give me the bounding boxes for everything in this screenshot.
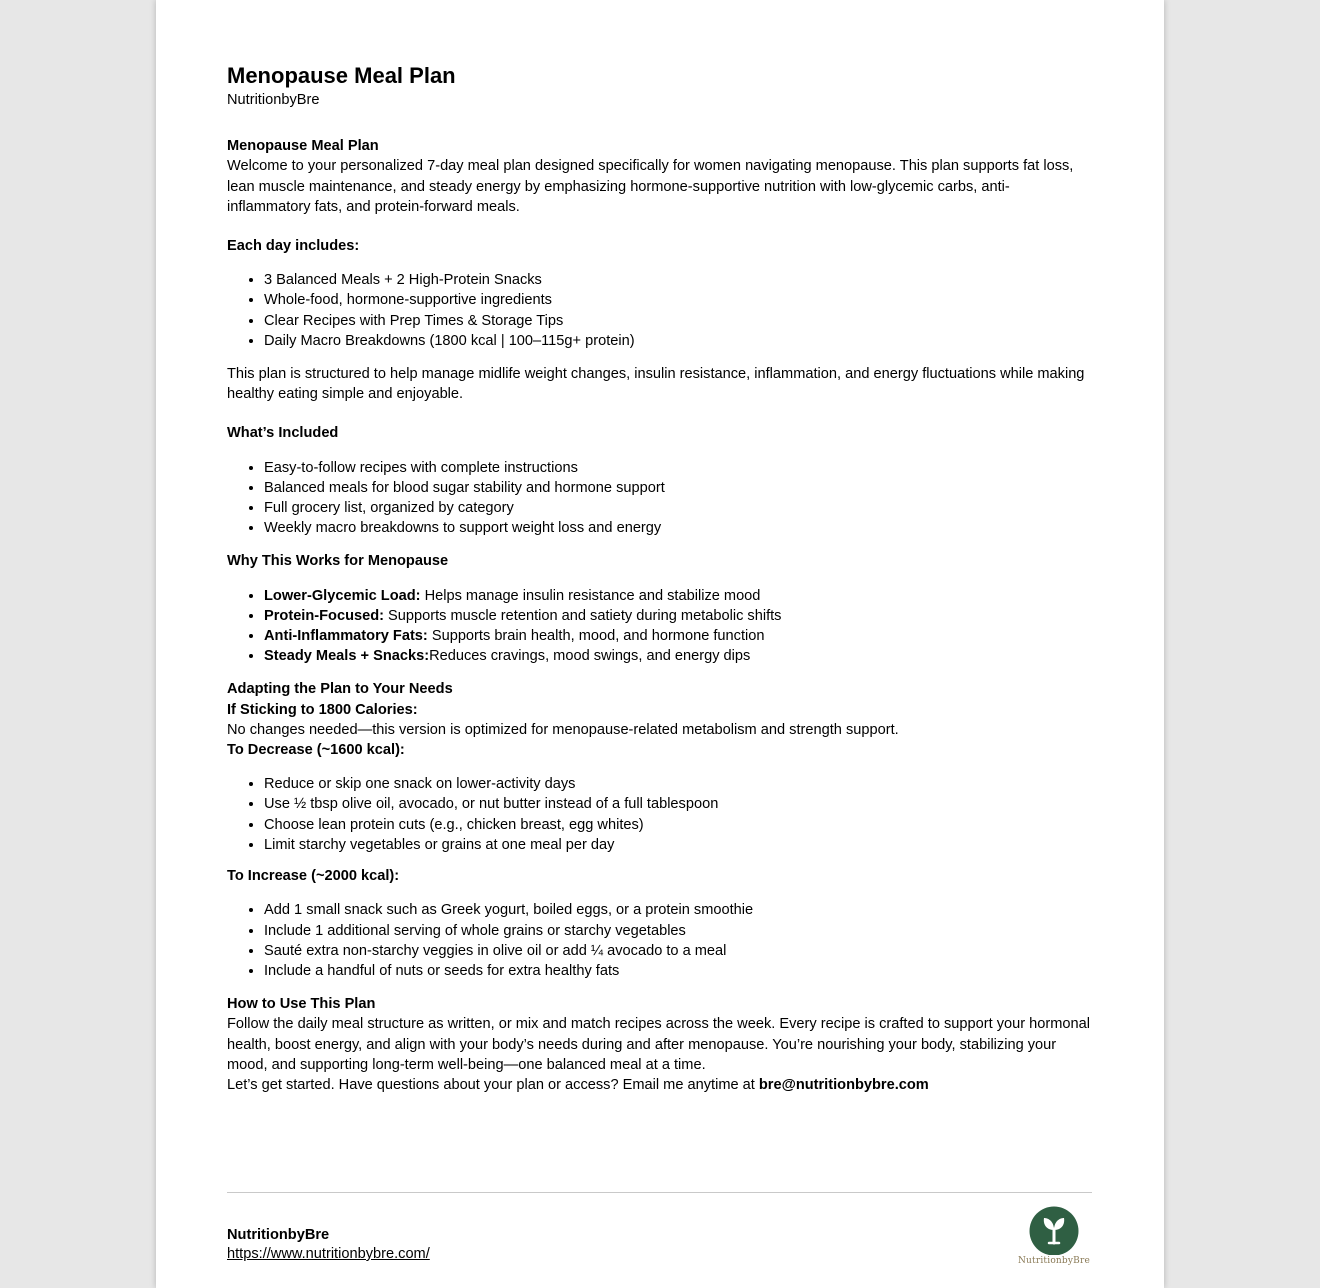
list-item-term: Anti-Inflammatory Fats: xyxy=(264,628,428,645)
footer-website-link[interactable]: https://www.nutritionbybre.com/ xyxy=(227,1246,430,1262)
contact-text: Let’s get started. Have questions about your plan or access? Email me anytime at xyxy=(227,1076,759,1093)
adapting-heading: Adapting the Plan to Your Needs xyxy=(227,681,453,698)
list-item: • 3 Balanced Meals + 2 High-Protein Snacks xyxy=(264,270,1092,290)
list-item: • Limit starchy vegetables or grains at one meal per day xyxy=(264,835,1092,855)
page-title: Menopause Meal Plan xyxy=(227,63,456,88)
document-content xyxy=(227,62,1092,1095)
list-item-term: Lower-Glycemic Load: xyxy=(264,587,421,604)
each-day-closing: This plan is structured to help manage midlife weight changes, insulin resistance, inflammation, and energy fluctuations while making healthy eating simple and enjoyable. xyxy=(227,366,1085,403)
list-item: • Weekly macro breakdowns to support weight loss and energy xyxy=(264,518,1092,538)
list-item: • Reduce or skip one snack on lower-activity days xyxy=(264,774,1092,794)
increase-list xyxy=(227,900,1092,981)
why-works-list xyxy=(227,586,1092,667)
list-item: • Choose lean protein cuts (e.g., chicken breast, egg whites) xyxy=(264,815,1092,835)
contact-line xyxy=(227,1075,1092,1095)
list-item xyxy=(264,586,1092,606)
each-day-list xyxy=(227,270,1092,351)
list-item: • Use ½ tbsp olive oil, avocado, or nut butter instead of a full tablespoon xyxy=(264,794,1092,814)
list-item-term: Steady Meals + Snacks: xyxy=(264,648,430,665)
list-item: • Add 1 small snack such as Greek yogurt, boiled eggs, or a protein smoothie xyxy=(264,900,1092,920)
list-item-term: Protein-Focused: xyxy=(264,607,384,624)
plant-sprout-icon xyxy=(1028,1205,1080,1255)
sticking-heading: If Sticking to 1800 Calories: xyxy=(227,701,418,718)
brand-logo xyxy=(1014,1205,1094,1269)
list-item: • Include 1 additional serving of whole grains or starchy vegetables xyxy=(264,921,1092,941)
list-item xyxy=(264,626,1092,646)
whats-included-list xyxy=(227,458,1092,539)
logo-wordmark: NutritionbyBre xyxy=(1017,1256,1091,1266)
whats-included-heading: What’s Included xyxy=(227,425,339,442)
footer-brand: NutritionbyBre xyxy=(227,1227,330,1243)
list-item: • Full grocery list, organized by category xyxy=(264,498,1092,518)
each-day-heading: Each day includes: xyxy=(227,238,360,255)
intro-heading: Menopause Meal Plan xyxy=(227,138,379,155)
how-to-use-paragraph: Follow the daily meal structure as written, or mix and match recipes across the week. Every recipe is crafted to support your hormonal health, boost energy, and align with your body’s needs during and after menopause. You’re nourishing your body, stabilizing your mood, and supporting long-term well-being—one balanced meal at a time. xyxy=(227,1016,1091,1073)
list-item: • Sauté extra non-starchy veggies in olive oil or add ¼ avocado to a meal xyxy=(264,941,1092,961)
list-item: • Balanced meals for blood sugar stability and hormone support xyxy=(264,478,1092,498)
list-item-text: Reduces cravings, mood swings, and energy dips xyxy=(429,648,751,665)
list-item-text: Helps manage insulin resistance and stabilize mood xyxy=(420,587,761,604)
list-item-text: Supports muscle retention and satiety during metabolic shifts xyxy=(384,607,782,624)
decrease-list xyxy=(227,774,1092,855)
list-item: • Include a handful of nuts or seeds for extra healthy fats xyxy=(264,961,1092,981)
why-works-heading: Why This Works for Menopause xyxy=(227,553,449,570)
list-item-text: Supports brain health, mood, and hormone function xyxy=(427,628,765,645)
list-item: • Daily Macro Breakdowns (1800 kcal | 100–115g+ protein) xyxy=(264,331,1092,351)
list-item xyxy=(264,606,1092,626)
how-to-use-heading: How to Use This Plan xyxy=(227,996,376,1013)
increase-heading: To Increase (~2000 kcal): xyxy=(227,868,400,885)
sticking-text: No changes needed—this version is optimized for menopause-related metabolism and strength support. xyxy=(227,721,899,738)
footer-divider xyxy=(227,1192,1092,1193)
decrease-heading: To Decrease (~1600 kcal): xyxy=(227,742,405,759)
list-item: • Clear Recipes with Prep Times & Storage Tips xyxy=(264,311,1092,331)
list-item xyxy=(264,646,1092,666)
contact-email[interactable]: bre@nutritionbybre.com xyxy=(758,1076,929,1093)
document-page xyxy=(156,0,1164,1288)
page-subtitle: NutritionbyBre xyxy=(227,92,320,108)
list-item: • Whole-food, hormone-supportive ingredients xyxy=(264,290,1092,310)
list-item: • Easy-to-follow recipes with complete instructions xyxy=(264,458,1092,478)
intro-paragraph: Welcome to your personalized 7-day meal plan designed specifically for women navigating menopause. This plan supports fat loss, lean muscle maintenance, and steady energy by emphasizing hormone-supportive nutrition with low-glycemic carbs, anti-inflammatory fats, and protein-forward meals. xyxy=(227,158,1074,215)
